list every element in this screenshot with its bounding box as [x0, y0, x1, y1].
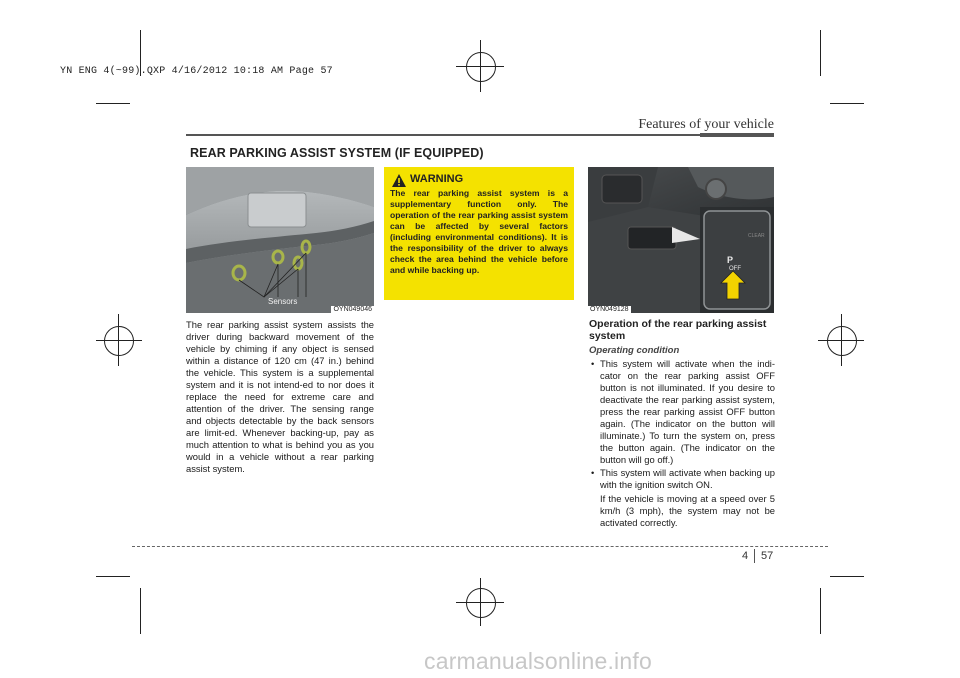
- button-label-p: P: [727, 255, 734, 265]
- list-item: • This system will activate when backing up with the ignition switch ON. If the vehicle is moving at a speed over 5 km/h (3 mph), the system may not be activated correctly.: [591, 467, 775, 528]
- main-title: REAR PARKING ASSIST SYSTEM (IF EQUIPPED): [190, 146, 484, 160]
- footer-rule: [132, 546, 828, 547]
- figure-code: OYN049128: [590, 306, 629, 313]
- warning-text: The rear parking assist system is a supplementary function only. The operation of the rear parking assist system can be affected by several factors (including environmental conditions). It is the responsibility of the driver to always check the area behind the vehicle before and while backing up.: [390, 188, 568, 275]
- figure-code: OYN049046: [333, 306, 372, 313]
- crop-mark: [830, 103, 864, 104]
- rear-bumper-illustration: [186, 167, 374, 313]
- crop-mark: [140, 588, 141, 634]
- speed-note: If the vehicle is moving at a speed over 5 km/h (3 mph), the system may not be activated correctly.: [600, 493, 775, 528]
- header-rule-accent: [700, 133, 774, 137]
- operation-title: Operation of the rear parking assist system: [589, 318, 767, 342]
- watermark: carmanualsonline.info: [424, 648, 652, 674]
- crop-mark: [96, 103, 130, 104]
- operating-condition-title: Operating condition: [589, 345, 680, 356]
- page-number: 57: [761, 550, 774, 562]
- chapter-number: 4: [742, 550, 749, 562]
- crop-mark: [820, 588, 821, 634]
- crop-mark: [830, 576, 864, 577]
- print-header: YN ENG 4(~99).QXP 4/16/2012 10:18 AM Page 57: [60, 66, 333, 77]
- button-label-off: OFF: [729, 266, 741, 272]
- svg-text:CLEAR: CLEAR: [748, 233, 765, 239]
- warning-triangle-icon: [392, 174, 406, 187]
- list-item: • This system will activate when the indi-cator on the rear parking assist OFF button is not illuminated. If you desire to deactivate the rear parking assist system, press the rear parking assist OFF button again. (The indicator on the button will illuminate.) To turn the system on, press the button again. (The indicator on the button will go off.): [591, 358, 775, 465]
- parking-assist-button-figure: [588, 167, 774, 313]
- crop-mark: [820, 30, 821, 76]
- header-rule: [186, 134, 774, 136]
- operating-condition-list: [589, 358, 775, 530]
- dashboard-illustration: [588, 167, 774, 313]
- warning-title: WARNING: [410, 173, 464, 185]
- page-separator: [754, 549, 755, 563]
- section-header: Features of your vehicle: [638, 117, 774, 132]
- warning-box: [384, 167, 574, 300]
- sensors-callout: Sensors: [268, 297, 298, 306]
- bullet-icon: •: [591, 467, 595, 478]
- crop-mark: [96, 576, 130, 577]
- intro-paragraph: The rear parking assist system assists the driver during backward movement of the vehicle by chiming if any object is sensed within a distance of 120 cm (47 in.) behind the vehicle. This system is a supplemental system and it is not intend-ed to nor does it replace the need for extreme care and attention of the driver. The sensing range and objects detectable by the back sensors are limit-ed. Whenever backing-up, pay as much attention to what is behind you as you would in a vehicle without a rear parking assist system.: [186, 319, 374, 474]
- bullet-icon: •: [591, 358, 595, 369]
- rear-sensors-figure: [186, 167, 374, 313]
